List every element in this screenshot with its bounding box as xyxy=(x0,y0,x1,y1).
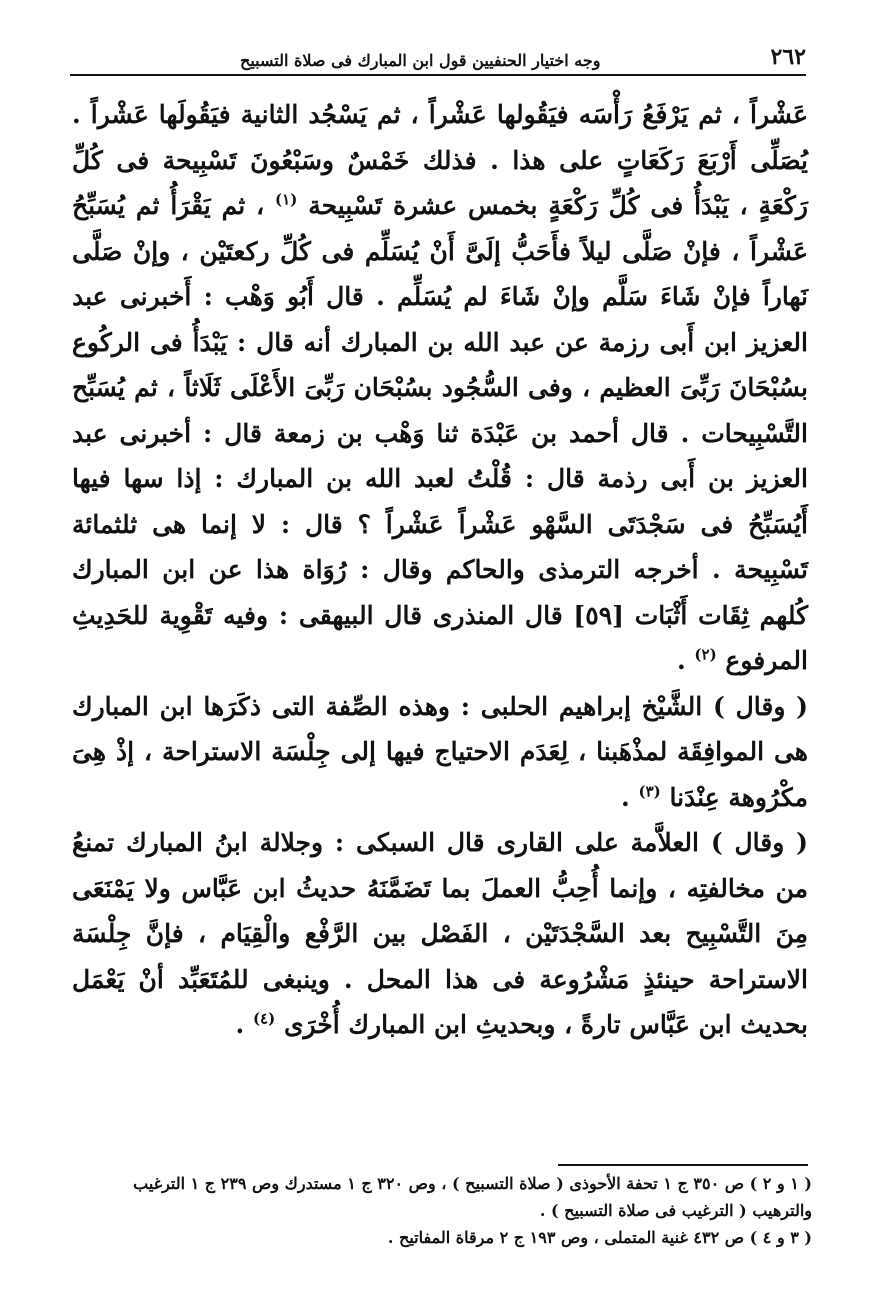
paragraph-3 xyxy=(72,820,808,1048)
paragraph-1-end: . xyxy=(676,646,686,675)
running-title: وجه اختيار الحنفيين قول ابن المبارك فى صلاة التسبيح xyxy=(240,51,601,70)
footnotes xyxy=(72,1170,812,1251)
paragraph-1-text-b: ، ثم يَقْرَأُ ثم يُسَبِّحُ عَشْراً ، فإنْ صَلَّى ليلاً فأَحَبُّ إلَىَّ أَنْ يُسَلِّم فى كُلِّ ركعتَيْن ، وإنْ صَلَّى نَهاراً فإنْ شَاءَ سَلَّم وإنْ شَاءَ لم يُسَلِّم . قال أَبُو وَهْب : أَخبرنى عبد العزيز ابن أَبى رزمة عن عبد الله بن المبارك أنه قال : يَبْدَأُ فى الركُوع بسُبْحَانَ رَبِّىَ العظيم ، وفى السُّجُود بسُبْحَان رَبِّىَ الأَعْلَى ثَلَاثاً ، ثم يُسَبِّح التَّسْبِيحات . قال أحمد بن عَبْدَة ثنا وَهْب بن زمعة قال : أخبرنى عبد العزيز بن أَبى رذمة قال : قُلْتُ لعبد الله بن المبارك : إذا سها فيها أَيُسَبِّحُ فى سَجْدَتَى السَّهْو عَشْراً عَشْراً ؟ قال : لا إنما هى ثلثمائة تَسْبِيحة . أخرجه الترمذى والحاكم وقال : رُوَاة هذا عن ابن المبارك كُلهم ثِقَات أَثْبَات [٥٩] قال المنذرى قال البيهقى : وفيه تَقْوِية للحَدِيثِ المرفوع xyxy=(72,191,808,675)
page-header xyxy=(70,30,806,76)
footnote-ref-4: (٤) xyxy=(252,1009,276,1028)
footnote-divider xyxy=(558,1164,808,1166)
paragraph-1-text-a: عَشْراً ، ثم يَرْفَعُ رَأْسَه فيَقُولها عَشْراً ، ثم يَسْجُد الثانية فيَقُولَها عَشْراً . يُصَلِّى أَرْبَعَ رَكَعَاتٍ على هذا . فذلك خَمْسٌ وسَبْعُونَ تَسْبِيحة فى كُلِّ رَكْعَةٍ ، يَبْدَأُ فى كُلِّ رَكْعَةٍ بخمس عشرة تَسْبِيحة xyxy=(72,100,808,220)
main-text xyxy=(72,92,808,1048)
paragraph-2-text: ( وقال ) الشَّيْخ إبراهيم الحلبى : وهذه الصِّفة التى ذكَرَها ابن المبارك هى الموافِقَة لمذْهَبنا ، لِعَدَم الاحتياج فيها إلى جِلْسَة الاستراحة ، إذْ هِىَ مكْرُوهة عِنْدَنا xyxy=(72,691,808,812)
footnote-ref-1: (١) xyxy=(275,190,298,209)
paragraph-2-end: . xyxy=(621,782,630,812)
paragraph-2 xyxy=(72,684,808,821)
paragraph-3-text: ( وقال ) العلاَّمة على القارى قال السبكى : وجلالة ابنُ المبارك تمنعُ من مخالفتِه ، وإنما أُحِبُّ العملَ بما تَضَمَّنَهُ حديثُ ابن عَبَّاس ولا يَمْنَعَى مِنَ التَّسْبِيح بعد السَّجْدَتَيْن ، الفَصْل بين الرَّفْع والْقِيَام ، فإنَّ جِلْسَة الاستراحة حينئذٍ مَشْرُوعة فى هذا المحل . وينبغى للمُتَعَبِّد أنْ يَعْمَل بحديث ابن عَبَّاس تارةً ، وبحديثِ ابن المبارك أُخْرَى xyxy=(72,828,808,1039)
footnote-1-2: ( ١ و ٢ ) ص ٣٥٠ ج ١ تحفة الأحوذى ( صلاة التسبيح ) ، وص ٣٢٠ ج ١ مستدرك وص ٢٣٩ ج ١ الترغيب والترهيب ( الترغيب فى صلاة التسبيح ) . xyxy=(133,1174,812,1220)
footnote-ref-2: (٢) xyxy=(694,645,717,664)
paragraph-3-end: . xyxy=(235,1010,245,1039)
paragraph-1 xyxy=(72,92,808,684)
page-number: ٢٦٢ xyxy=(770,44,806,70)
footnote-ref-3: (٣) xyxy=(638,782,661,801)
footnote-3-4: ( ٣ و ٤ ) ص ٤٣٢ غنية المتملى ، وص ١٩٣ ج ٢ مرقاة المفاتيح . xyxy=(387,1228,812,1247)
